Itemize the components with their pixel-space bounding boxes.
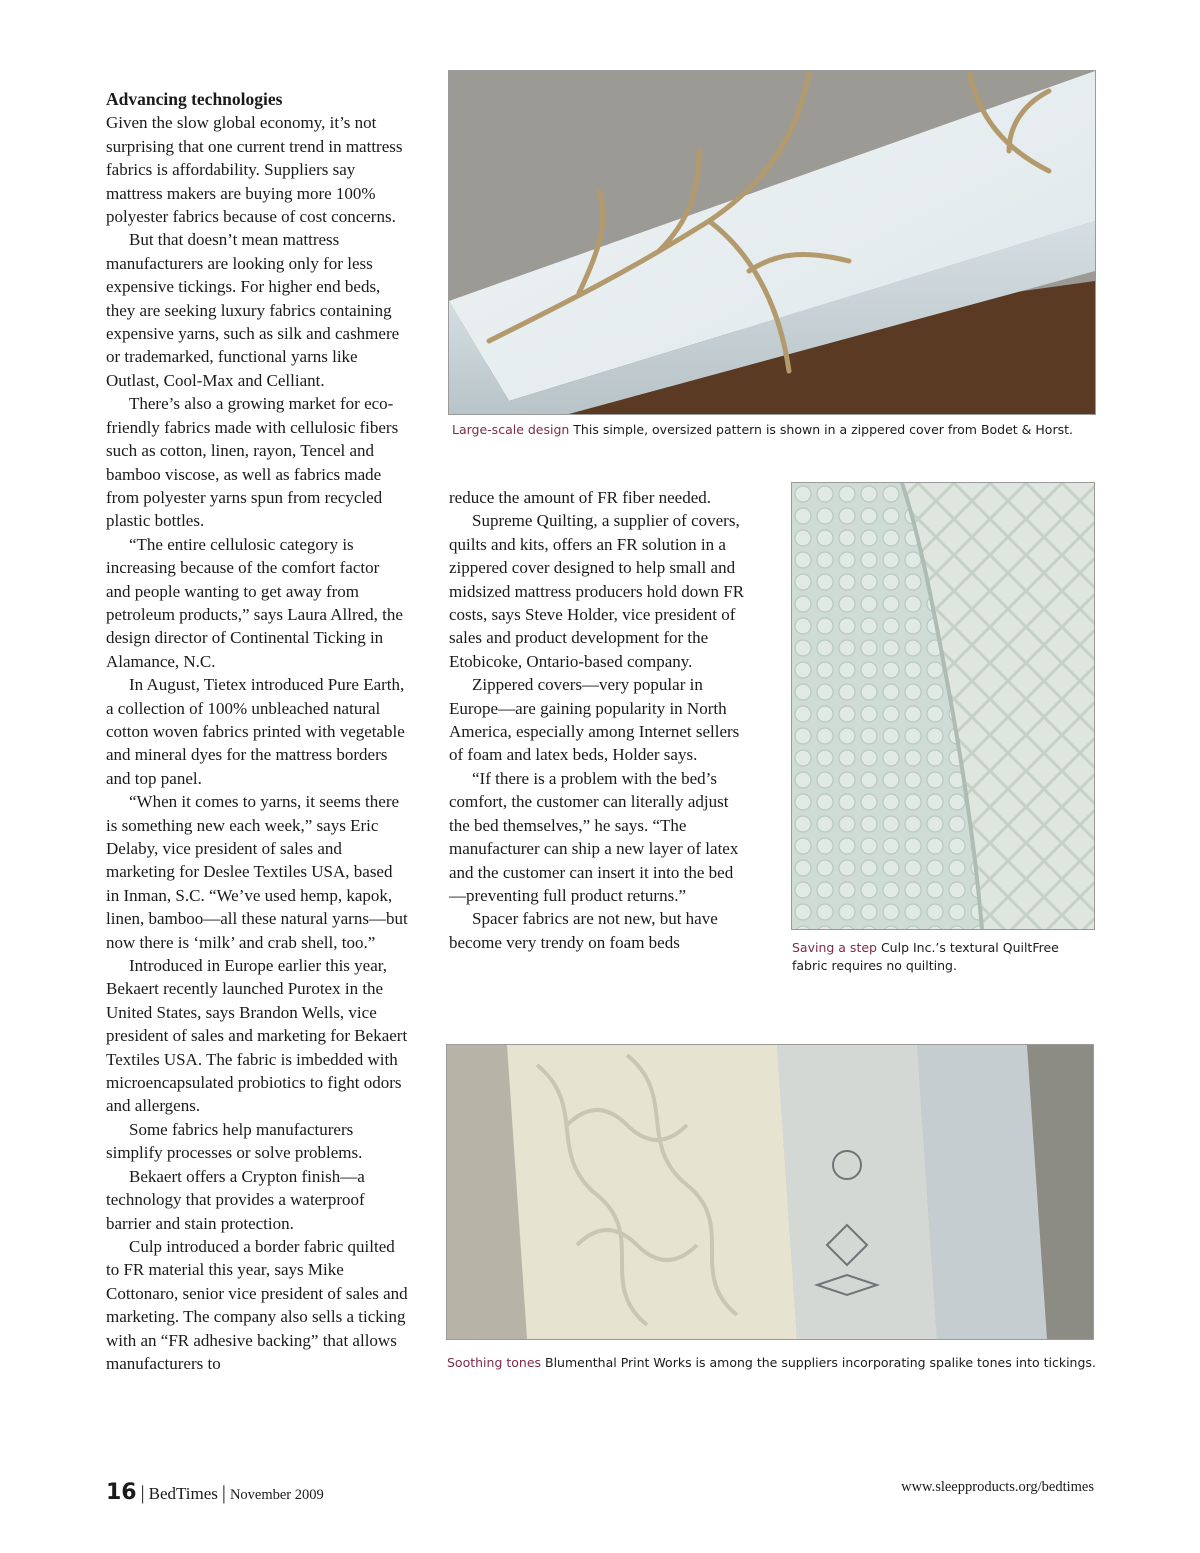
paragraph: Supreme Quilting, a supplier of covers, quilts and kits, offers an FR solution in a zippered cover designed to help small and midsized mattress producers hold down FR costs, says Steve Holder, vice president of sales and product development for the Etobicoke, Ontario-based company. (449, 511, 745, 671)
paragraph: “When it comes to yarns, it seems there is something new each week,” says Eric Delaby, vice president of sales and marketing for Deslee Textiles USA, based in Inman, S.C. “We’ve used hemp, kapok, linen, bamboo—all these natural yarns—but now there is ‘milk’ and crab shell, too.” (106, 792, 408, 952)
paragraph: Given the slow global economy, it’s not surprising that one current trend in mattress fabrics is affordability. Suppliers say mattress makers are buying more 100% polyester fabrics because of cost concerns. (106, 113, 403, 227)
caption-text: Culp Inc.’s textural QuiltFree fabric requires no quilting. (792, 940, 1059, 973)
mattress-photo (448, 70, 1096, 415)
paragraph: Zippered covers—very popular in Europe—are gaining popularity in North America, especially among Internet sellers of foam and latex beds, Holder says. (449, 675, 740, 765)
paragraph: But that doesn’t mean mattress manufacturers are looking only for less expensive tickings. For higher end beds, they are seeking luxury fabrics containing expensive yarns, such as silk and cashmere or trademarked, functional yarns like Outlast, Cool-Max and Celliant. (106, 230, 400, 390)
spa-tones-fabric-photo (446, 1044, 1094, 1340)
spa-tones-caption (447, 1354, 1097, 1372)
section-subhead: Advancing technologies (106, 89, 283, 109)
article-left-column (106, 88, 408, 1375)
page-folio (106, 1480, 324, 1505)
article-middle-column (449, 486, 749, 954)
paragraph: Spacer fabrics are not new, but have become very trendy on foam beds (449, 909, 718, 952)
caption-text: Blumenthal Print Works is among the suppliers incorporating spalike tones into tickings. (541, 1355, 1096, 1370)
website-url: www.sleepproducts.org/bedtimes (901, 1479, 1094, 1495)
issue-date: November 2009 (229, 1487, 324, 1503)
caption-text: This simple, oversized pattern is shown in a zippered cover from Bodet & Horst. (569, 422, 1073, 437)
paragraph: Some fabrics help manufacturers simplify processes or solve problems. (106, 1119, 363, 1163)
paragraph: Culp introduced a border fabric quilted to FR material this year, says Mike Cottonaro, senior vice president of sales and marketing. The company also sells a ticking with an “FR adhesive backing” that allows manufacturers to (106, 1236, 408, 1373)
paragraph: Bekaert offers a Crypton finish—a technology that provides a waterproof barrier and stain protection. (106, 1166, 365, 1233)
folio-separator: | (221, 1482, 226, 1504)
paragraph: “The entire cellulosic category is increasing because of the comfort factor and people wanting to get away from petroleum products,” says Laura Allred, the design director of Continental Ticking in Alamance, N.C. (106, 534, 403, 671)
quiltfree-fabric-photo (791, 482, 1095, 930)
folio-separator: | (140, 1482, 145, 1504)
quiltfree-caption (792, 939, 1092, 975)
paragraph: Introduced in Europe earlier this year, Bekaert recently launched Purotex in the United States, says Brandon Wells, vice president of sales and marketing for Bekaert Textiles USA. The fabric is imbedded with microencapsulated probiotics to fight odors and allergens. (106, 956, 408, 1116)
paragraph: “If there is a problem with the bed’s comfort, the customer can literally adjust the bed themselves,” he says. “The manufacturer can ship a new layer of latex and the customer can insert it into the bed—preventing full product returns.” (449, 768, 739, 905)
paragraph: In August, Tietex introduced Pure Earth, a collection of 100% unbleached natural cotton woven fabrics printed with vegetable and mineral dyes for the mattress borders and top panel. (106, 675, 405, 788)
caption-lead: Large-scale design (452, 422, 570, 437)
magazine-name: BedTimes (148, 1484, 218, 1503)
paragraph: There’s also a growing market for eco-friendly fabrics made with cellulosic fibers such as cotton, linen, rayon, Tencel and bamboo viscose, as well as fabrics made from polyester yarns spun from recycled plastic bottles. (106, 394, 399, 531)
caption-lead: Soothing tones (447, 1355, 542, 1370)
caption-lead: Saving a step (792, 940, 877, 955)
page-number: 16 (106, 1480, 137, 1505)
paragraph: reduce the amount of FR fiber needed. (449, 488, 711, 507)
mattress-caption (452, 421, 1102, 439)
